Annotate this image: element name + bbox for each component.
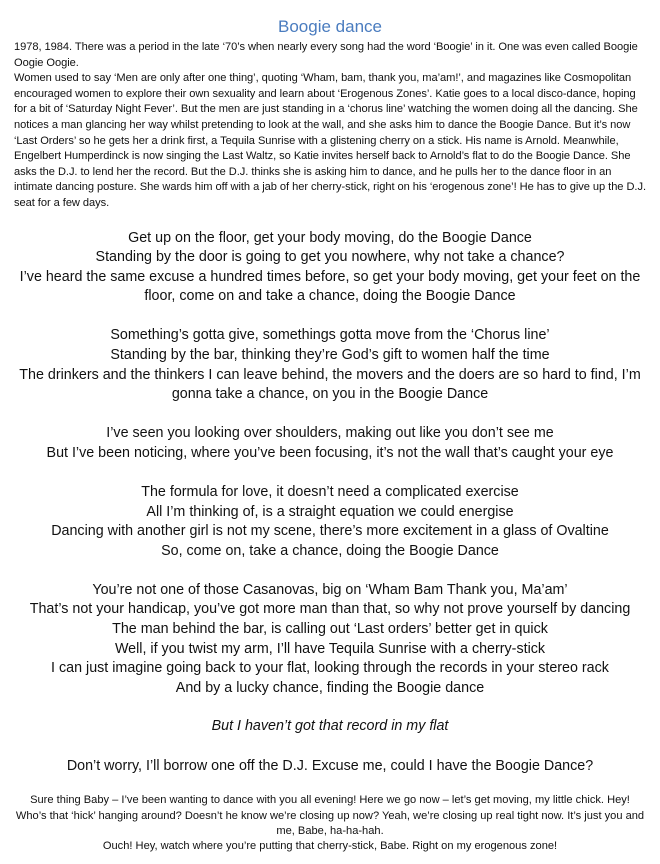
lyric-line: Dancing with another girl is not my scene, there’s more excitement in a glass of Ovaltine xyxy=(51,523,609,540)
lyric-line: Standing by the door is going to get you nowhere, why not take a chance? xyxy=(95,249,565,266)
lyric-line: And by a lucky chance, finding the Boogie dance xyxy=(175,679,485,696)
lyric-line: Get up on the floor, get your body moving, do the Boogie Dance xyxy=(128,229,532,246)
reply-line: Don’t worry, I’ll borrow one off the D.J. Excuse me, could I have the Boogie Dance? xyxy=(66,757,594,774)
reply xyxy=(14,757,646,777)
lyric-line: The drinkers and the thinkers I can leave behind, the movers and the doers are so hard to find, I’m gonna take a chance, on you in the Boogie Dance xyxy=(19,366,641,403)
lyric-line: Well, if you twist my arm, I’ll have Tequila Sunrise with a cherry-stick xyxy=(114,640,546,657)
lyric-line: Standing by the bar, thinking they’re God’s gift to women half the time xyxy=(110,347,550,363)
lyric-line: The formula for love, it doesn’t need a complicated exercise xyxy=(141,483,519,500)
lyric-line: I’ve heard the same excuse a hundred times before, so get your body moving, get your feet on the floor, come on and take a chance, doing the Boogie Dance xyxy=(19,268,641,305)
lyric-line: I can just imagine going back to your flat, looking through the records in your stereo rack xyxy=(51,660,609,677)
lyric-line: The man behind the bar, is calling out ‘Last orders’ better get in quick xyxy=(112,621,548,638)
outro-paragraph: Ouch! Hey, watch where you’re putting that cherry-stick, Babe. Right on my erogenous zone! xyxy=(102,840,558,853)
lyric-line: I’ve seen you looking over shoulders, making out like you don’t see me xyxy=(106,425,554,442)
verse-4 xyxy=(14,483,646,561)
verse-5 xyxy=(14,581,646,699)
lyric-line: That’s not your handicap, you’ve got more man than that, so why not prove yourself by dancing xyxy=(29,601,631,618)
intro-text xyxy=(14,40,646,212)
lyric-line: You’re not one of those Casanovas, big on ‘Wham Bam Thank you, Ma’am’ xyxy=(92,581,568,598)
spoken-line: But I haven’t got that record in my flat xyxy=(211,718,449,735)
intro-paragraph: Women used to say ‘Men are only after one thing’, quoting ‘Wham, bam, thank you, ma’am!’, and magazines like Cosmopolitan encouraged women to explore their own sexuality and learn about ‘Erogenous Zones’. Katie goes to a local disco-dance, hoping for a bit of ‘Saturday Night Fever’. But the men are just standing in a ‘chorus line’ watching the women doing all the dancing. She notices a man glancing her way whilst pretending to look at the wall, and she asks him to dance the Boogie Dance. But it’s now ‘Last Orders’ so he gets her a drink first, a Tequila Sunrise with a glistening cherry on a stick. His name is Arnold. Meanwhile, Engelbert Humperdinck is now singing the Last Waltz, so Katie invites herself back to Arnold’s flat to do the Boogie Dance. She asks the D.J. to lend her the record. But the D.J. thinks she is asking him to dance, and he pulls her to the dance floor in an intimate dancing posture. She wards him off with a jab of her cherry-stick, right on his ‘erogenous zone’! He has to give up the D.J. seat for a few days. xyxy=(14,72,646,209)
verse-3 xyxy=(14,424,646,463)
page-title: Boogie dance xyxy=(278,17,382,36)
verse-2 xyxy=(14,326,646,404)
lyric-line: All I’m thinking of, is a straight equation we could energise xyxy=(146,503,514,520)
lyric-line: But I’ve been noticing, where you’ve been focusing, it’s not the wall that’s caught your eye xyxy=(46,444,614,461)
outro-paragraph: Sure thing Baby – I’ve been wanting to dance with you all evening! Here we go now – let’s get moving, my little chick. Hey! Who’s that ‘hick’ hanging around? Doesn’t he know we’re closing up now? Yeah, we’re closing up real tight now. It’s just you and me, Babe, ha-ha-hah. xyxy=(15,794,645,837)
verse-1 xyxy=(14,229,646,307)
lyric-line: Something’s gotta give, somethings gotta move from the ‘Chorus line’ xyxy=(110,327,550,344)
intro-paragraph: 1978, 1984. There was a period in the late ‘70’s when nearly every song had the word ‘Boogie’ in it. One was even called Boogie Oogie Oogie. xyxy=(14,41,638,69)
lyric-line: So, come on, take a chance, doing the Boogie Dance xyxy=(161,542,499,559)
outro-text xyxy=(14,793,646,855)
